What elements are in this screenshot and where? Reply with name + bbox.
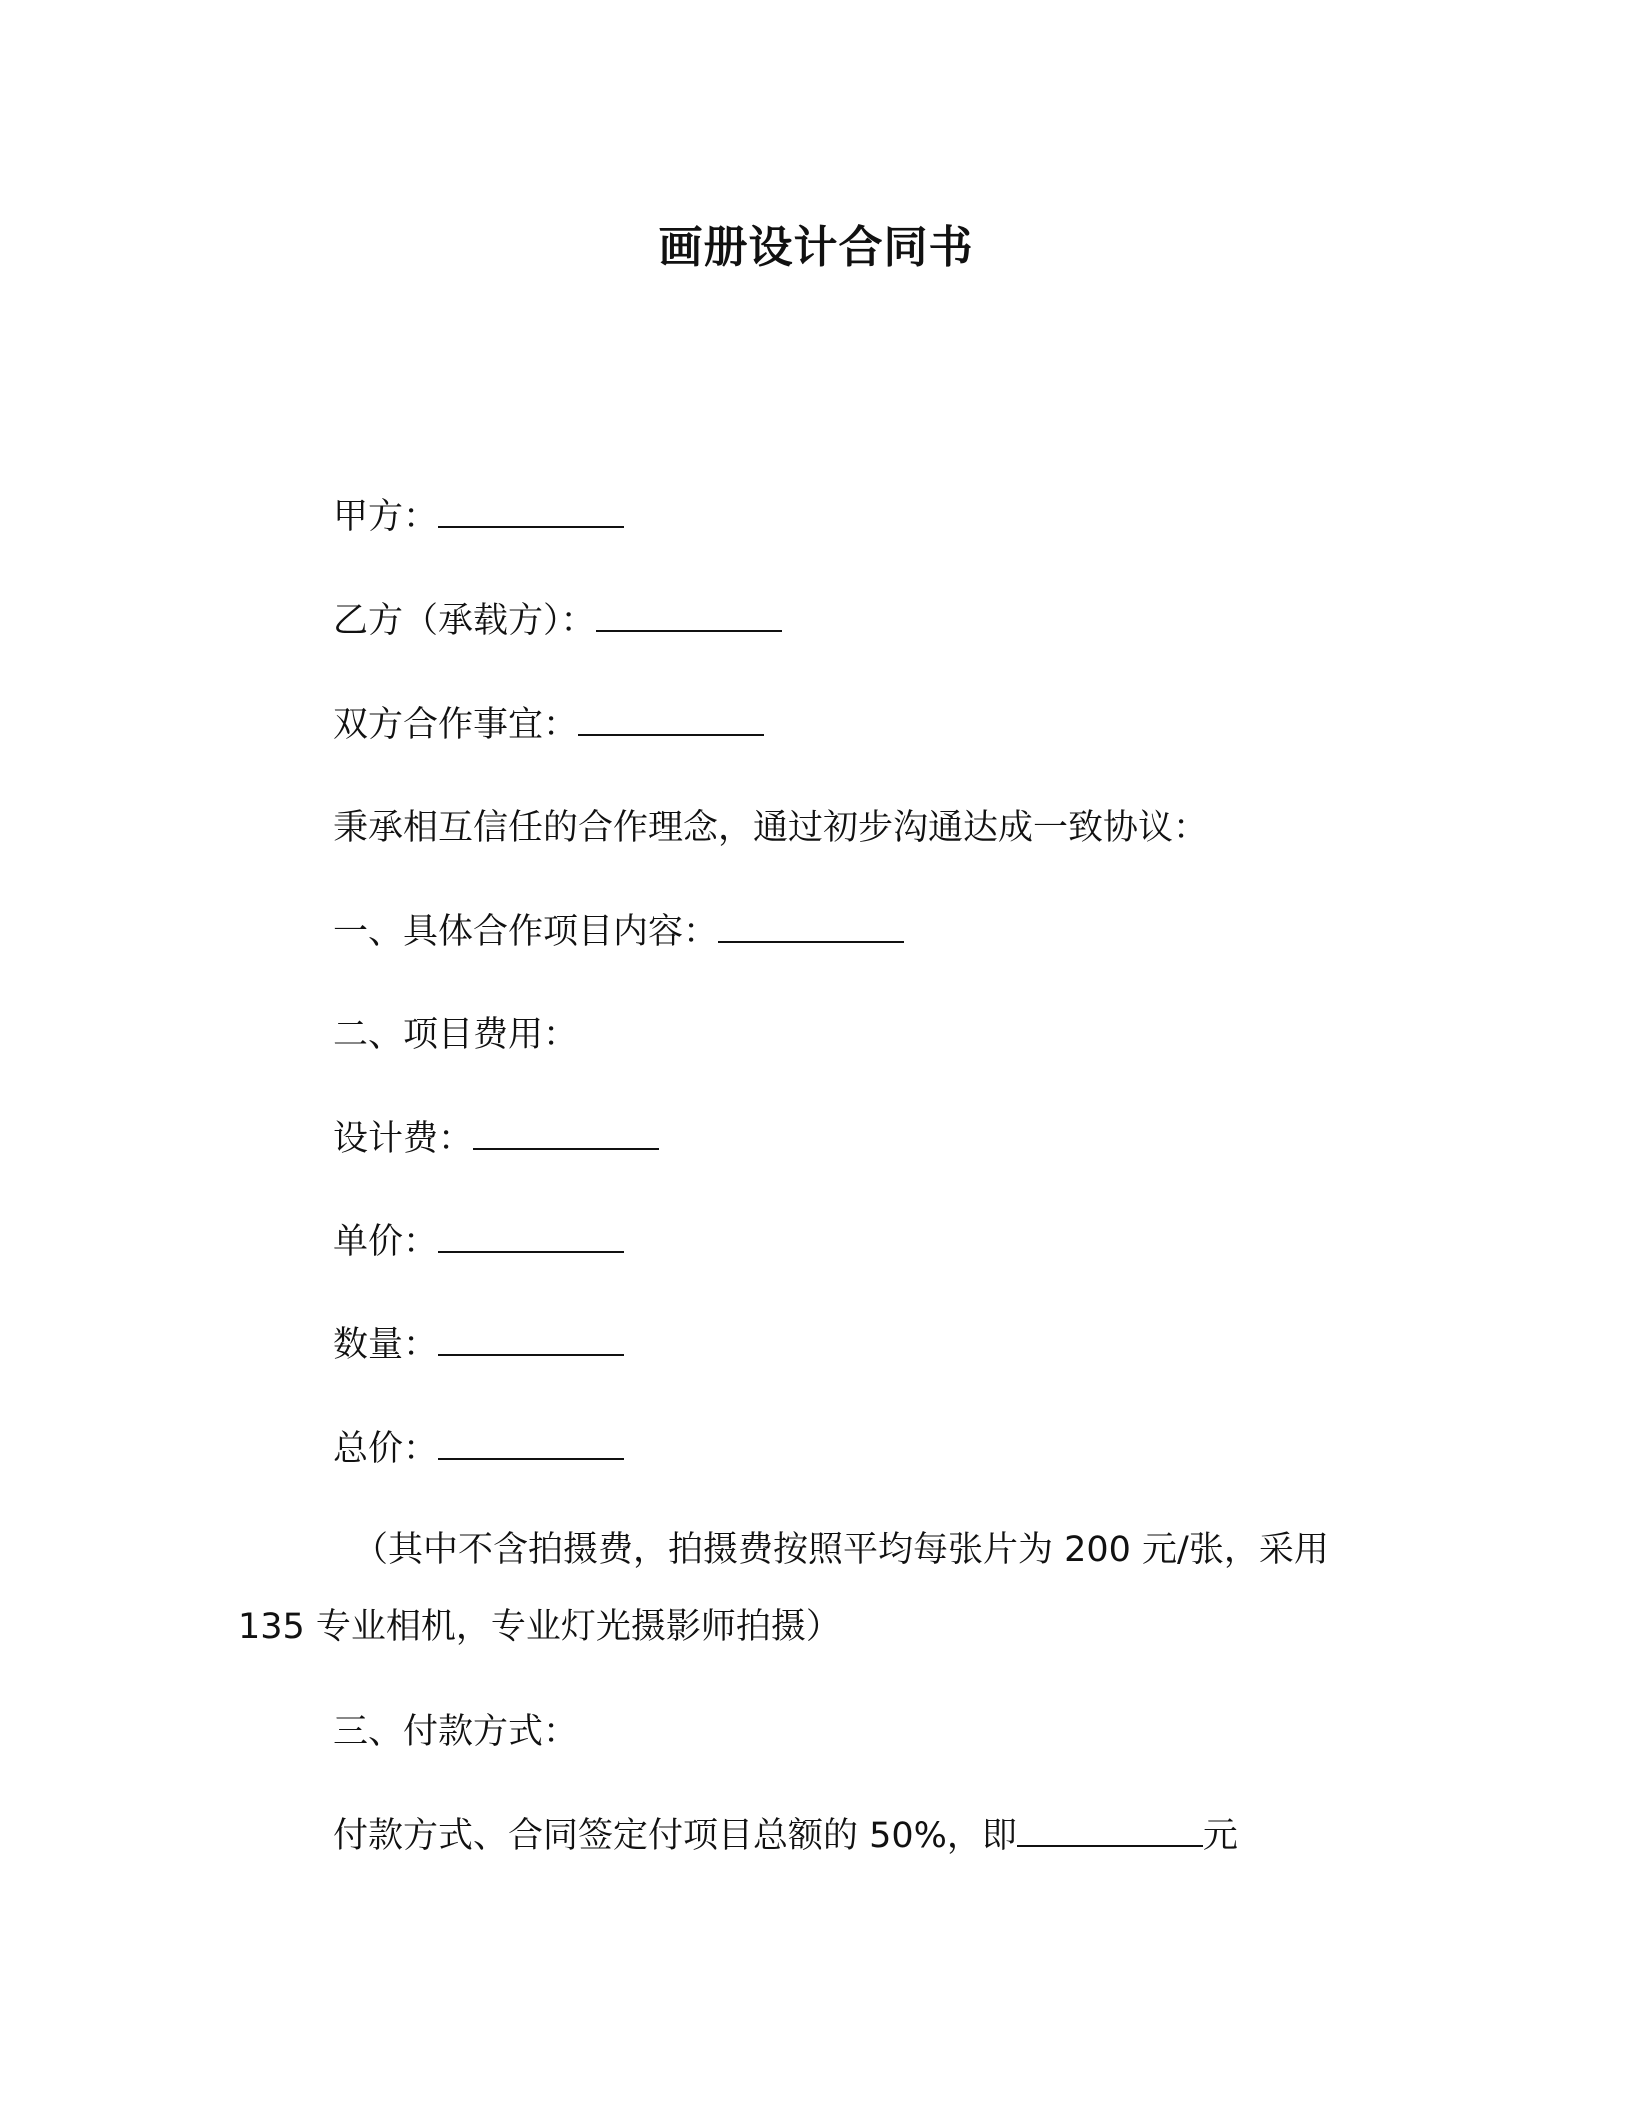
- cooperation-blank[interactable]: [578, 702, 764, 736]
- section1-blank[interactable]: [718, 909, 904, 943]
- section3-line: [333, 1707, 578, 1757]
- party-b-line: [333, 596, 782, 646]
- intro-line: [333, 803, 1208, 853]
- design-fee-blank[interactable]: [473, 1116, 659, 1150]
- quantity-blank[interactable]: [438, 1322, 624, 1356]
- party-b-label: 乙方（承载方）：: [333, 601, 596, 641]
- quantity-line: [333, 1320, 624, 1370]
- party-a-label: 甲方：: [333, 497, 439, 537]
- party-b-blank[interactable]: [596, 598, 782, 632]
- cooperation-line: [333, 700, 764, 750]
- unit-price-blank[interactable]: [438, 1219, 624, 1253]
- section1-label: 一、具体合作项目内容：: [333, 912, 719, 952]
- section2-line: [333, 1010, 578, 1060]
- party-a-line: [333, 492, 624, 542]
- cooperation-label: 双方合作事宜：: [333, 705, 579, 745]
- quantity-label: 数量：: [333, 1325, 439, 1365]
- payment-line: [333, 1811, 1238, 1861]
- payment-suffix: 元: [1202, 1816, 1238, 1856]
- total-line: [333, 1424, 624, 1474]
- section1-line: [333, 907, 904, 957]
- total-blank[interactable]: [438, 1426, 624, 1460]
- design-fee-label: 设计费：: [333, 1119, 474, 1159]
- intro-text: 秉承相互信任的合作理念，通过初步沟通达成一致协议：: [333, 808, 1209, 848]
- fee-note-paragraph: （其中不含拍摄费，拍摄费按照平均每张片为 200 元/张，采用 135 专业相机，专业灯光摄影师拍摄）: [238, 1530, 1329, 1647]
- document-title: 画册设计合同书: [658, 222, 974, 273]
- party-a-blank[interactable]: [438, 494, 624, 528]
- section2-label: 二、项目费用：: [333, 1015, 579, 1055]
- design-fee-line: [333, 1114, 659, 1164]
- payment-amount-blank[interactable]: [1017, 1813, 1203, 1847]
- unit-price-line: [333, 1217, 624, 1267]
- section3-label: 三、付款方式：: [333, 1712, 579, 1752]
- payment-prefix: 付款方式、合同签定付项目总额的 50%，即: [333, 1816, 1017, 1856]
- unit-price-label: 单价：: [333, 1222, 439, 1262]
- total-label: 总价：: [333, 1429, 439, 1469]
